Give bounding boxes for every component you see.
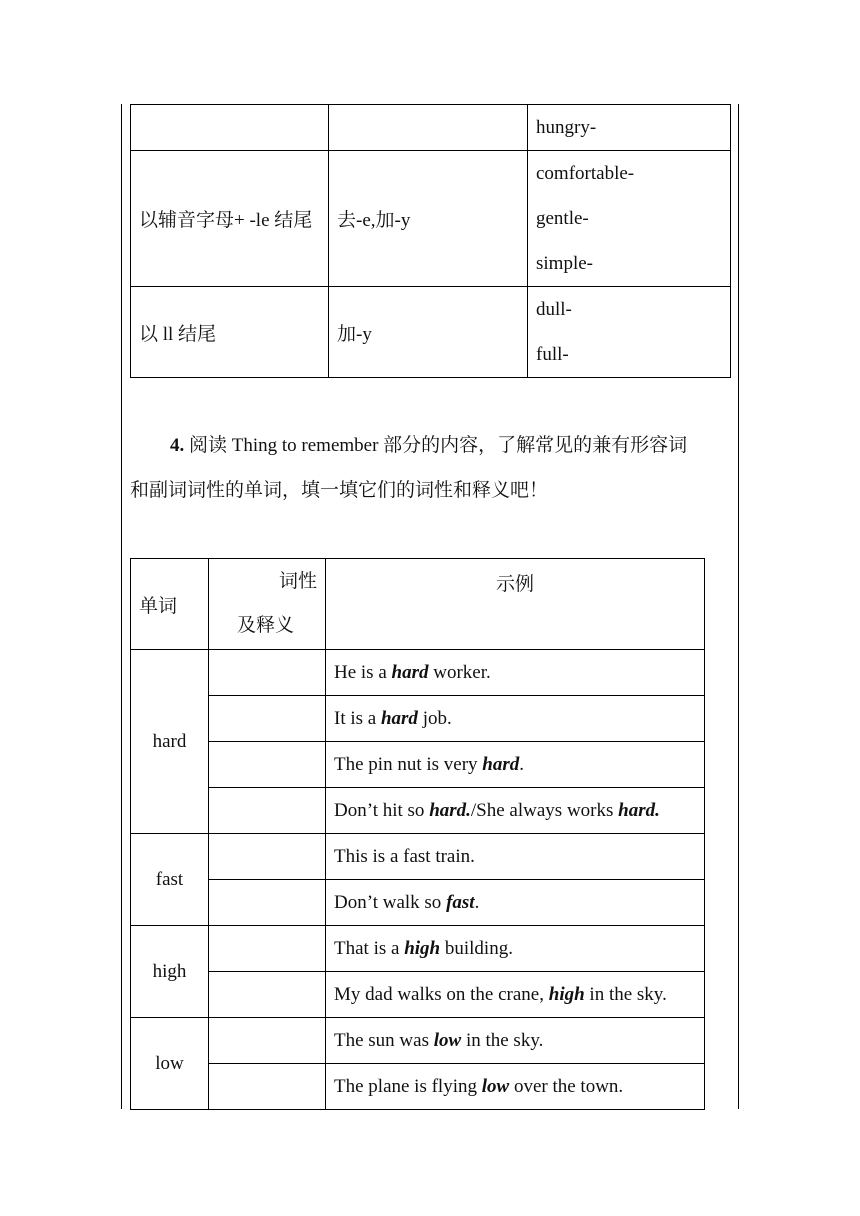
pos-answer-cell[interactable]	[209, 1018, 326, 1064]
example-text: My dad walks on the crane,	[334, 983, 549, 1005]
example-word: dull-	[536, 299, 572, 320]
header-pos-line1: 词性	[278, 571, 317, 592]
pos-answer-cell[interactable]	[209, 926, 326, 972]
instruction-line-1	[130, 423, 732, 468]
question-number: 4.	[170, 435, 185, 456]
example-text: /She always works	[470, 799, 619, 821]
table-row	[131, 834, 705, 880]
word-cell: low	[131, 1018, 209, 1110]
example-text: Don’t hit so	[334, 799, 430, 821]
example-cell	[326, 972, 705, 1018]
key-word: high	[404, 937, 441, 959]
pos-answer-cell[interactable]	[209, 696, 326, 742]
table-row	[131, 287, 731, 378]
rule-cell	[131, 105, 329, 151]
instruction-paragraph	[130, 423, 732, 513]
example-text: It is a	[334, 707, 381, 729]
example-text: The plane is flying	[334, 1075, 482, 1097]
suffix-rules-table	[130, 104, 731, 378]
table-row	[131, 926, 705, 972]
example-text: He is a	[334, 661, 392, 683]
key-word: low	[433, 1029, 462, 1051]
pos-answer-cell[interactable]	[209, 1064, 326, 1110]
header-pos-line2: 及释义	[237, 615, 295, 636]
pos-answer-cell[interactable]	[209, 880, 326, 926]
frame-left-line	[121, 104, 122, 1109]
pos-answer-cell[interactable]	[209, 834, 326, 880]
example-word: comfortable-	[536, 163, 635, 184]
instruction-line-2: 和副词词性的单词，填一填它们的词性和释义吧！	[130, 480, 549, 501]
table-row	[131, 1064, 705, 1110]
header-example: 示例	[326, 559, 705, 650]
example-cell	[326, 1064, 705, 1110]
table-row	[131, 696, 705, 742]
example-text: in the sky.	[461, 1029, 544, 1051]
instruction-text: 阅读 Thing to remember 部分的内容，了解常见的兼有形容词	[189, 435, 688, 456]
word-cell: hard	[131, 650, 209, 834]
example-word: simple-	[536, 253, 593, 274]
example-cell	[326, 880, 705, 926]
example-cell	[326, 742, 705, 788]
example-cell	[326, 696, 705, 742]
key-word: hard	[391, 661, 429, 683]
word-cell: fast	[131, 834, 209, 926]
method-cell: 去-e,加-y	[329, 151, 528, 287]
key-word: hard	[380, 707, 418, 729]
examples-cell	[528, 105, 731, 151]
table-row	[131, 880, 705, 926]
example-word: hungry-	[536, 116, 597, 138]
header-pos	[209, 559, 326, 650]
table-row	[131, 972, 705, 1018]
header-row	[131, 559, 705, 650]
pos-answer-cell[interactable]	[209, 650, 326, 696]
example-cell	[326, 788, 705, 834]
method-cell: 加-y	[329, 287, 528, 378]
table-row	[131, 105, 731, 151]
example-text: in the sky.	[584, 983, 667, 1005]
example-cell	[326, 1018, 705, 1064]
example-text: That is a	[334, 937, 405, 959]
example-cell	[326, 926, 705, 972]
example-text: worker.	[428, 661, 491, 683]
key-word: low	[481, 1075, 510, 1097]
rule-cell: 以辅音字母+ -le 结尾	[131, 151, 329, 287]
key-word: fast	[446, 891, 475, 913]
example-text: .	[519, 753, 524, 775]
table-row	[131, 650, 705, 696]
example-text: .	[474, 891, 480, 913]
pos-answer-cell[interactable]	[209, 972, 326, 1018]
examples-cell	[528, 287, 731, 378]
examples-cell	[528, 151, 731, 287]
table-row	[131, 1018, 705, 1064]
key-word: hard.	[618, 799, 660, 821]
example-word: gentle-	[536, 208, 589, 229]
key-word: hard	[482, 753, 520, 775]
example-text: Don’t walk so	[334, 891, 447, 913]
example-cell	[326, 650, 705, 696]
example-text: The pin nut is very	[334, 753, 483, 775]
table-row	[131, 788, 705, 834]
example-text: job.	[417, 707, 452, 729]
table-row	[131, 742, 705, 788]
key-word: high	[548, 983, 585, 1005]
pos-answer-cell[interactable]	[209, 788, 326, 834]
word-usage-table	[130, 558, 705, 1110]
method-cell	[329, 105, 528, 151]
header-word: 单词	[131, 559, 209, 650]
word-cell: high	[131, 926, 209, 1018]
frame-right-line	[738, 104, 739, 1109]
example-text: The sun was	[334, 1029, 434, 1051]
example-cell	[326, 834, 705, 880]
pos-answer-cell[interactable]	[209, 742, 326, 788]
example-text: over the town.	[509, 1075, 624, 1097]
table-row	[131, 151, 731, 287]
example-word: full-	[536, 344, 569, 365]
rule-cell: 以 ll 结尾	[131, 287, 329, 378]
example-text: This is a fast train.	[334, 845, 475, 867]
example-text: building.	[440, 937, 513, 959]
key-word: hard.	[429, 799, 471, 821]
